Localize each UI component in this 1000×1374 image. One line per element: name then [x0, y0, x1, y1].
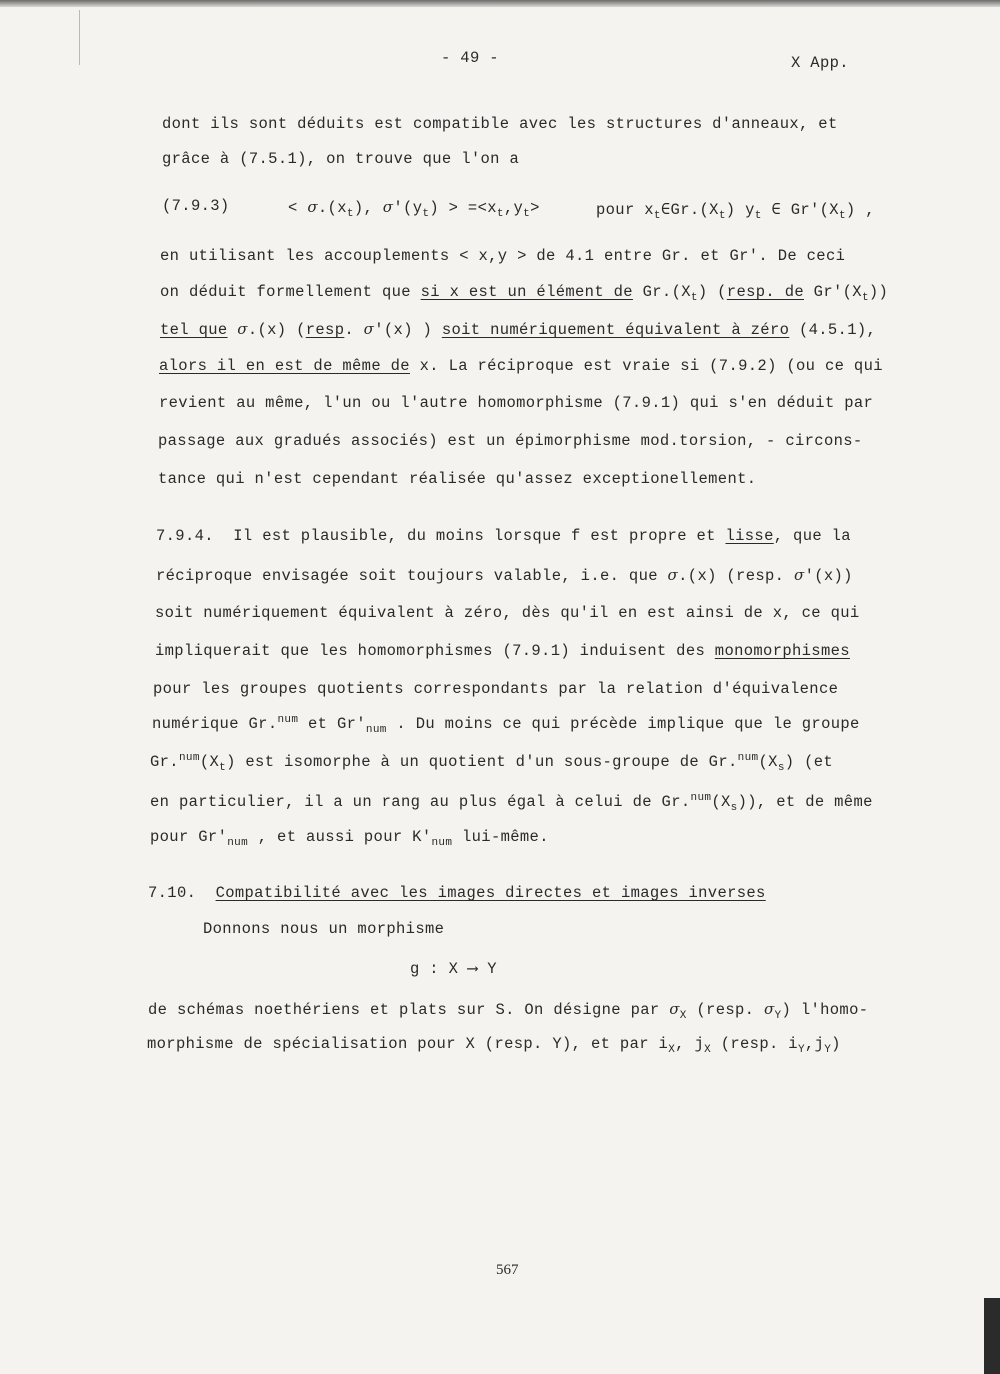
underlined-text: monomorphismes [714, 642, 850, 660]
paragraph-number: 7.9.4. [156, 527, 214, 545]
text-line: en particulier, il a un rang au plus égal à celui de $Gr.^{num}(X_s)$), et de même [150, 791, 873, 815]
text-line: passage aux gradués associés) est un épimorphisme mod.torsion, - circons- [158, 432, 863, 450]
underlined-text: tel que [160, 321, 228, 339]
section-title: Compatibilité avec les images directes et images inverses [215, 884, 766, 902]
text-span: impliquerait que les homomorphismes (7.9.1) induisent des [155, 642, 706, 660]
text-line: en utilisant les accouplements < x,y > de 4.1 entre Gr. et Gr'. De ceci [160, 247, 846, 265]
text-span: numérique [152, 715, 239, 733]
text-line [159, 356, 883, 376]
scan-binding-shadow [984, 1298, 1000, 1374]
text-span: on déduit formellement que [160, 283, 411, 301]
folio-number: 567 [496, 1262, 519, 1278]
text-line: on déduit formellement que si x est un élément de $Gr.(X_t)$ (resp. de $Gr'(X_t)$) [160, 283, 889, 305]
page-number: - 49 - [441, 49, 499, 67]
text-line: de schémas noethériens et plats sur S. On désigne par $\sigma_X$ (resp. $\sigma_Y$) l'homo- [148, 1000, 869, 1023]
text-span: réciproque envisagée soit toujours valable, i.e. que [156, 567, 658, 585]
text-span: de schémas noethériens et plats sur S. On désigne par [148, 1001, 660, 1019]
text-line: soit numériquement équivalent à zéro, dès qu'il en est ainsi de x, ce qui [155, 604, 860, 622]
equation-label: (7.9.3) [162, 197, 230, 215]
text-span: x. La réciproque est vraie si (7.9.2) (ou ce qui [419, 357, 883, 375]
text-span: , que la [773, 527, 851, 545]
section-ref: X App. [791, 54, 849, 72]
text-line: réciproque envisagée soit toujours valable, i.e. que σ.(x) (resp. σ'(x)) [156, 566, 853, 585]
text-line: tance qui n'est cependant réalisée qu'assez exceptionellement. [158, 470, 757, 488]
scan-margin-mark [79, 10, 80, 65]
section-number: 7.10. [148, 884, 197, 902]
text-line: revient au même, l'un ou l'autre homomorphisme (7.9.1) qui s'en déduit par [159, 394, 874, 412]
text-span: Gr.(X [642, 283, 691, 301]
text-line: $Gr.^{num}(X_t)$ est isomorphe à un quotient d'un sous-groupe de $Gr.^{num}(X_s)$ (et [150, 751, 834, 775]
text-span: lui-même. [462, 828, 549, 846]
text-span: morphisme de spécialisation pour X (resp. Y), et par [147, 1035, 649, 1053]
text-line: numérique Gr.$^{num}$ et $Gr'_{num}$ . Du moins ce qui précède implique que le groupe [152, 713, 860, 737]
text-line: pour $Gr'_{num}$ , et aussi pour $K'_{num}$ lui-même. [150, 828, 549, 850]
text-span: . Du moins ce qui précède implique que le groupe [396, 715, 860, 733]
text-line [155, 641, 850, 661]
condition-prefix: pour x [596, 201, 654, 219]
equation: < $\sigma.(x_t)$, $\sigma'(y_t) > =<x_t,y_t>$ [288, 198, 540, 221]
equation-condition: pour $x_t\in Gr.(X_t)$ $y_t$ ∈ $Gr'(X_t)$ , [596, 201, 875, 223]
text-span: , et aussi pour [257, 828, 403, 846]
display-formula: g : X ⟶ Y [410, 960, 497, 978]
text-span: Gr'(X [813, 283, 862, 301]
text-line: morphisme de spécialisation pour X (resp. Y), et par $i_X$, $j_X$ (resp. $i_Y,j_Y$) [147, 1035, 841, 1057]
underlined-text: lisse [725, 527, 774, 545]
underlined-text: alors il en est de même de [159, 357, 410, 375]
text-line: tel que σ.(x) (resp. σ'(x) ) soit numériquement équivalent à zéro (4.5.1), [160, 320, 877, 339]
underlined-text: soit numériquement équivalent à zéro [441, 321, 790, 339]
text-line [156, 526, 851, 546]
text-line: grâce à (7.5.1), on trouve que l'on a [162, 150, 520, 168]
underlined-text: resp. de [726, 283, 805, 301]
text-span: pour [150, 828, 189, 846]
text-span: l'homo- [800, 1001, 869, 1019]
text-line: Donnons nous un morphisme [203, 920, 445, 938]
text-span: est isomorphe à un quotient d'un sous-groupe de [245, 753, 700, 771]
text-span: en particulier, il a un rang au plus égal à celui de [150, 793, 652, 811]
text-line: dont ils sont déduits est compatible avec les structures d'anneaux, et [162, 115, 838, 133]
text-span: Il est plausible, du moins lorsque f est propre et [233, 527, 716, 545]
text-span: (et [804, 753, 834, 771]
text-span: (4.5.1), [798, 321, 877, 339]
underlined-text: si x est un élément de [420, 283, 633, 301]
text-line: pour les groupes quotients correspondants par la relation d'équivalence [153, 680, 839, 698]
scan-top-edge [0, 0, 1000, 7]
section-heading [148, 883, 766, 903]
underlined-text: resp [305, 321, 345, 339]
text-span: et de même [776, 793, 873, 811]
